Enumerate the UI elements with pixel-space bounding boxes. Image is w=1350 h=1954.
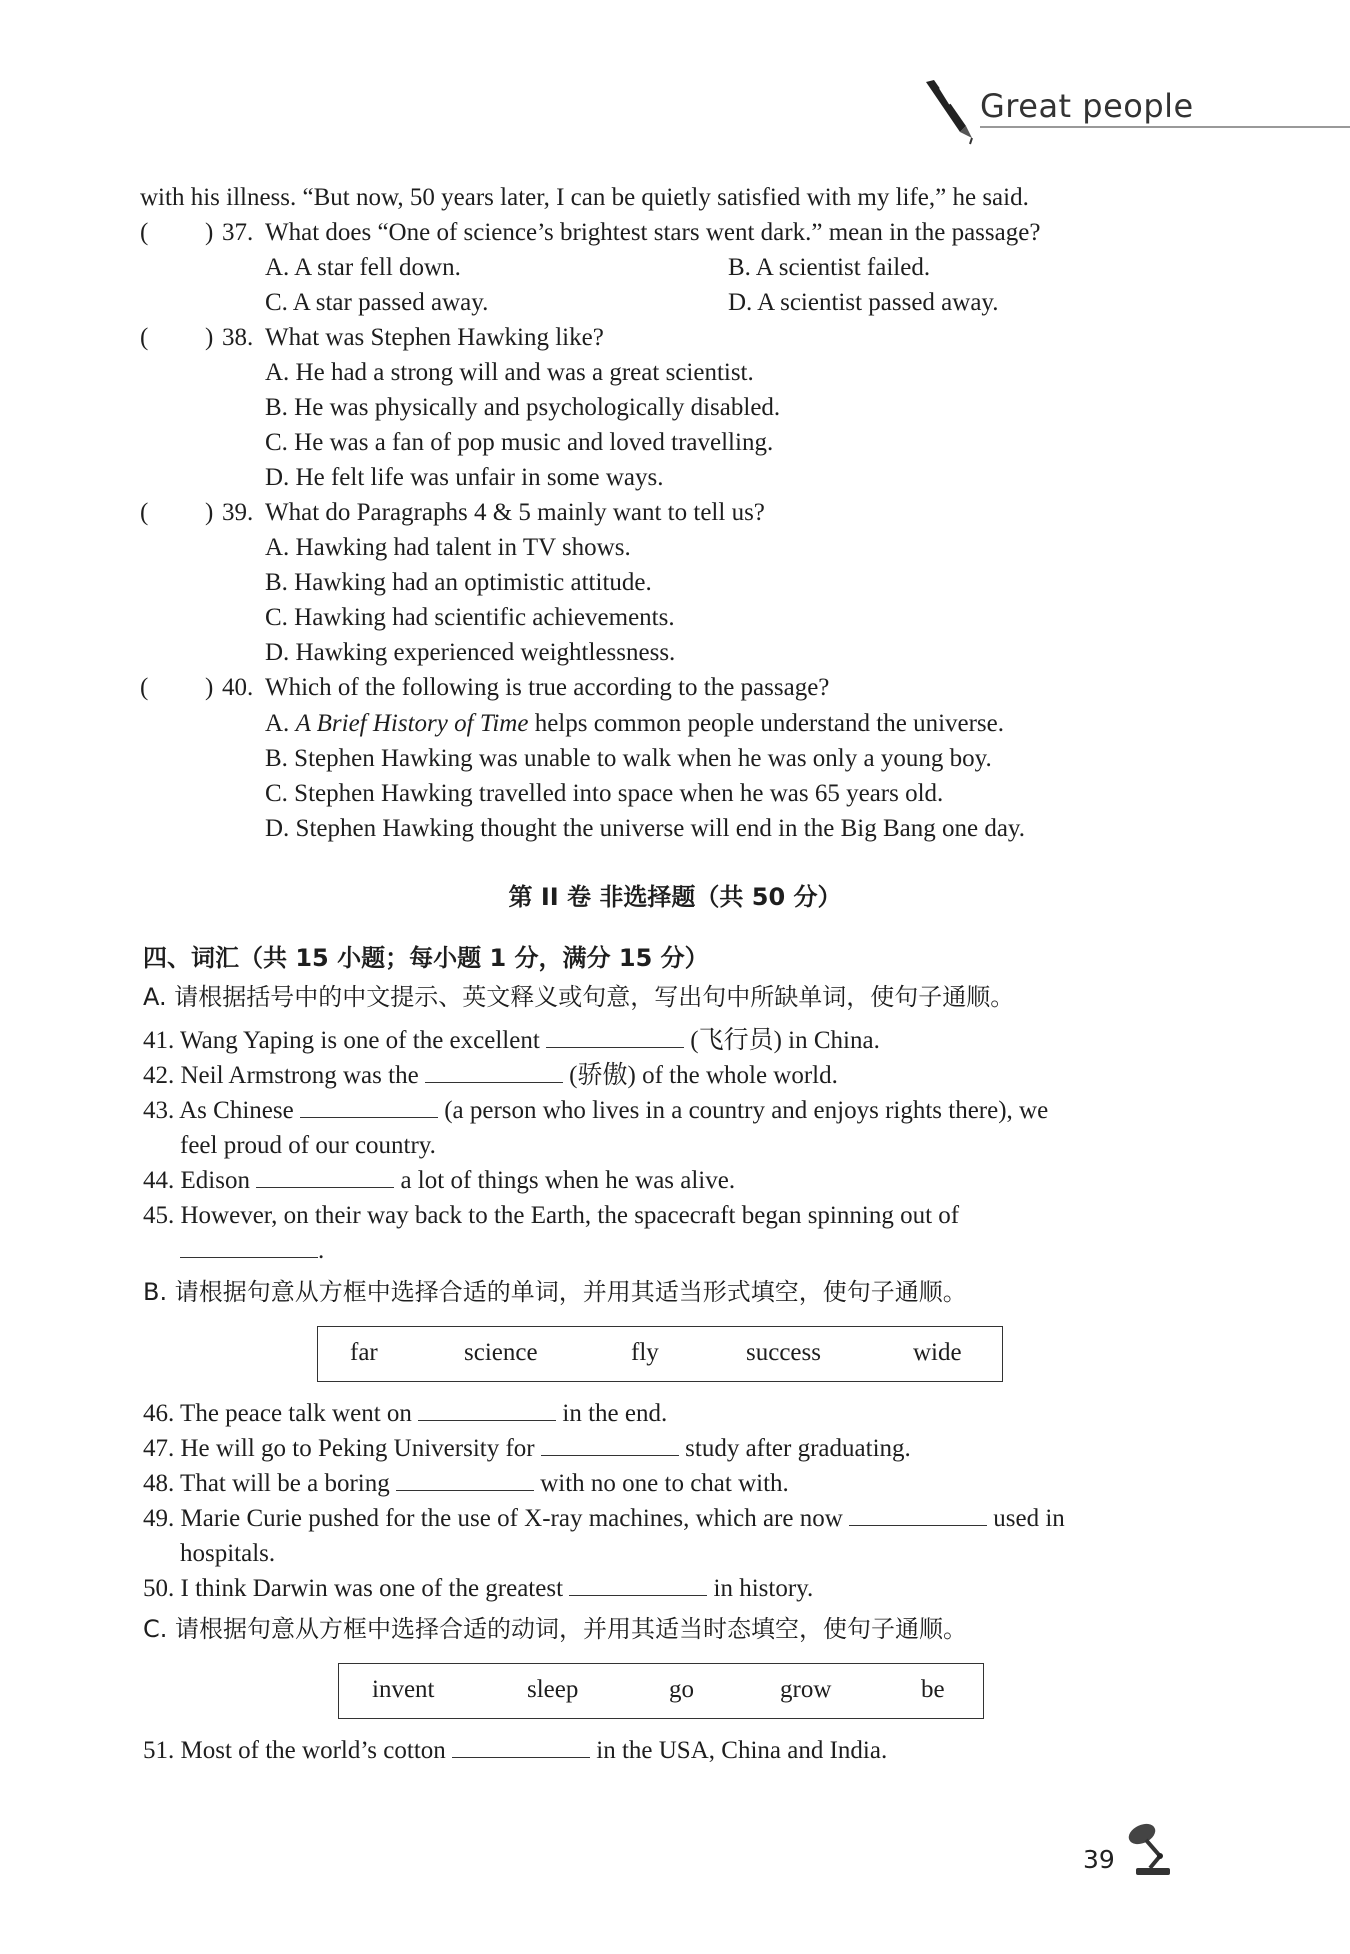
question-37-close-paren: ) <box>205 219 214 246</box>
pen-icon <box>920 78 980 148</box>
question-40-option-c: C. Stephen Hawking travelled into space when he was 65 years old. <box>265 780 944 807</box>
question-39-stem: What do Paragraphs 4 & 5 mainly want to tell us? <box>265 499 765 526</box>
question-49: 49. Marie Curie pushed for the use of X-ray machines, which are now used in <box>143 1501 1065 1536</box>
word-science: science <box>464 1339 538 1366</box>
word-far: far <box>350 1339 378 1366</box>
question-40-stem: Which of the following is true according to the passage? <box>265 674 830 701</box>
word-success: success <box>746 1339 821 1366</box>
word-grow: grow <box>780 1676 832 1703</box>
page-number: 39 <box>1083 1845 1115 1874</box>
option-a-rest: helps common people understand the universe. <box>534 710 1005 737</box>
answer-blank-49[interactable] <box>849 1501 987 1526</box>
question-41: 41. Wang Yaping is one of the excellent (飞行员) in China. <box>143 1023 880 1058</box>
answer-blank-51[interactable] <box>452 1733 590 1758</box>
question-43-continued: feel proud of our country. <box>180 1132 436 1159</box>
question-50: 50. I think Darwin was one of the greatest in history. <box>143 1571 813 1606</box>
answer-blank-44[interactable] <box>256 1163 394 1188</box>
question-42: 42. Neil Armstrong was the (骄傲) of the whole world. <box>143 1058 838 1093</box>
question-40-option-a <box>265 706 1004 741</box>
word-box-c <box>338 1663 984 1719</box>
question-39-close-paren: ) <box>205 499 214 526</box>
question-38-open-paren: ( <box>140 324 149 351</box>
part-c-instruction: C. 请根据句意从方框中选择合适的动词，并用其适当时态填空，使句子通顺。 <box>143 1615 968 1643</box>
question-44: 44. Edison a lot of things when he was alive. <box>143 1163 735 1198</box>
answer-blank-48[interactable] <box>396 1466 534 1491</box>
question-40-number: 40. <box>222 674 254 701</box>
vocab-title: 四、词汇（共 15 小题；每小题 1 分，满分 15 分） <box>143 944 709 972</box>
question-37-option-b: B. A scientist failed. <box>728 254 931 281</box>
section-2-title: 第 II 卷 非选择题（共 50 分） <box>508 883 842 911</box>
question-38-option-c: C. He was a fan of pop music and loved travelling. <box>265 429 774 456</box>
header-rule <box>980 126 1350 128</box>
book-title: A Brief History of Time <box>295 710 529 737</box>
question-39-option-b: B. Hawking had an optimistic attitude. <box>265 569 652 596</box>
answer-blank-46[interactable] <box>418 1396 556 1421</box>
question-37-option-c: C. A star passed away. <box>265 289 489 316</box>
question-45-continued: . <box>180 1233 324 1268</box>
question-40-option-d: D. Stephen Hawking thought the universe will end in the Big Bang one day. <box>265 815 1026 842</box>
question-37-option-d: D. A scientist passed away. <box>728 289 999 316</box>
question-40-close-paren: ) <box>205 674 214 701</box>
answer-blank-45[interactable] <box>180 1233 318 1258</box>
question-38-option-d: D. He felt life was unfair in some ways. <box>265 464 664 491</box>
question-46: 46. The peace talk went on in the end. <box>143 1396 667 1431</box>
word-fly: fly <box>631 1339 659 1366</box>
passage-continuation: with his illness. “But now, 50 years later, I can be quietly satisfied with my life,” he said. <box>140 184 1029 211</box>
question-40-open-paren: ( <box>140 674 149 701</box>
question-39-open-paren: ( <box>140 499 149 526</box>
question-38-option-b: B. He was physically and psychologically disabled. <box>265 394 781 421</box>
word-be: be <box>921 1676 945 1703</box>
lamp-icon <box>1120 1820 1180 1880</box>
answer-blank-47[interactable] <box>541 1431 679 1456</box>
question-38-number: 38. <box>222 324 254 351</box>
question-39-option-a: A. Hawking had talent in TV shows. <box>265 534 631 561</box>
question-48: 48. That will be a boring with no one to chat with. <box>143 1466 789 1501</box>
part-a-instruction: A. 请根据括号中的中文提示、英文释义或句意，写出句中所缺单词，使句子通顺。 <box>143 983 1015 1011</box>
word-box-b <box>317 1326 1003 1382</box>
answer-blank-50[interactable] <box>569 1571 707 1596</box>
question-39-number: 39. <box>222 499 254 526</box>
option-a-prefix: A. <box>265 710 290 737</box>
word-invent: invent <box>372 1676 435 1703</box>
word-wide: wide <box>913 1339 962 1366</box>
answer-blank-41[interactable] <box>546 1023 684 1048</box>
question-47: 47. He will go to Peking University for study after graduating. <box>143 1431 911 1466</box>
question-38-stem: What was Stephen Hawking like? <box>265 324 604 351</box>
question-37-open-paren: ( <box>140 219 149 246</box>
header-title: Great people <box>980 87 1194 125</box>
question-45: 45. However, on their way back to the Earth, the spacecraft began spinning out of <box>143 1202 960 1229</box>
question-37-number: 37. <box>222 219 254 246</box>
question-37-option-a: A. A star fell down. <box>265 254 461 281</box>
question-49-continued: hospitals. <box>180 1540 276 1567</box>
page-header <box>900 70 1350 150</box>
answer-blank-43[interactable] <box>300 1093 438 1118</box>
question-38-close-paren: ) <box>205 324 214 351</box>
question-40-option-b: B. Stephen Hawking was unable to walk when he was only a young boy. <box>265 745 992 772</box>
question-39-option-d: D. Hawking experienced weightlessness. <box>265 639 676 666</box>
question-38-option-a: A. He had a strong will and was a great scientist. <box>265 359 754 386</box>
question-51: 51. Most of the world’s cotton in the USA, China and India. <box>143 1733 887 1768</box>
answer-blank-42[interactable] <box>425 1058 563 1083</box>
word-go: go <box>669 1676 694 1703</box>
question-37-stem: What does “One of science’s brightest stars went dark.” mean in the passage? <box>265 219 1041 246</box>
question-43: 43. As Chinese (a person who lives in a country and enjoys rights there), we <box>143 1093 1048 1128</box>
word-sleep: sleep <box>527 1676 579 1703</box>
part-b-instruction: B. 请根据句意从方框中选择合适的单词，并用其适当形式填空，使句子通顺。 <box>143 1278 967 1306</box>
question-39-option-c: C. Hawking had scientific achievements. <box>265 604 675 631</box>
